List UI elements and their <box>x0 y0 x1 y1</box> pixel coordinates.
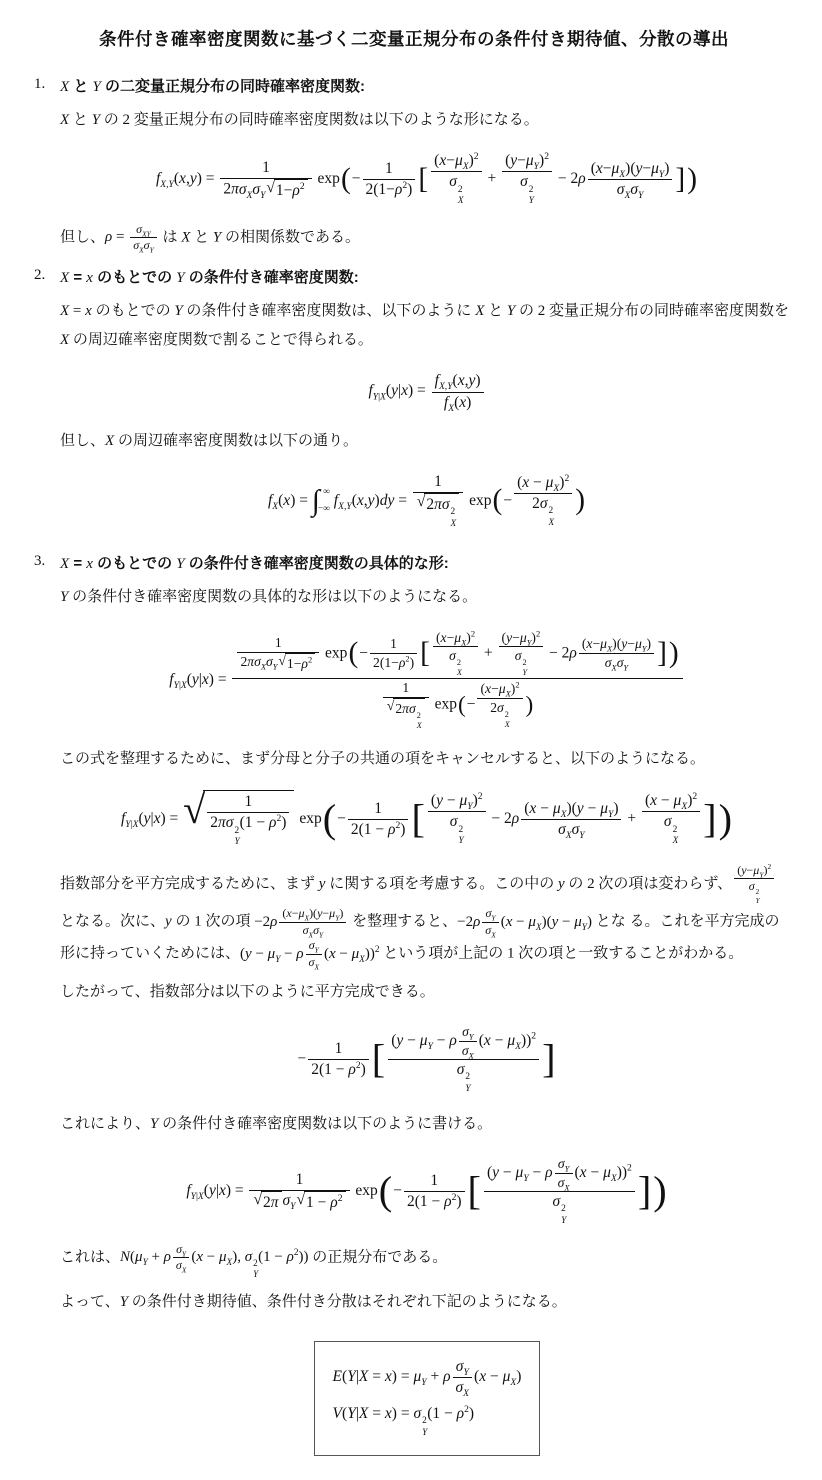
item-1-body: X と Y の 2 変量正規分布の同時確率密度関数は以下のような形になる。 <box>60 112 539 128</box>
formula-conditional-expectation: $E(Y|X = x) = \mu_Y + \rho$ $\frac{\sigma_Y}{\sigma_X}$ $(x - \mu_X)$ <box>332 1357 522 1400</box>
item-1-heading: X と Y の二変量正規分布の同時確率密度関数: <box>60 78 366 95</box>
result-box <box>314 1341 541 1456</box>
formula-joint-pdf: $f_{X,Y}(x,y)$ = 1 $2\pi\sigma_X\sigma_Y$ √ $1-\rho^2$ exp(− $\frac{1}{2(1-\rho^2)}$ [ $(x-\mu_X)^2$ σ 2 X + $(y-\mu_Y)^2$ σ 2 Y − 2ρ $(x-\mu_X)(y-\mu_Y)$ $\sigma_X\sigma_Y$ ]) <box>60 151 794 207</box>
formula-conditional-final: $f_{Y|X}(y|x)$ = 1 √ 2π $\sigma_Y$ √ $1 - \rho^2$ exp(− $\frac{1}{2(1 - \rho^2)}$ [ ($y - \mu_Y - \rho$ $\frac{\sigma_Y}{\sigma_X}$ $(x - \mu_X))^2$ σ 2 Y ]) <box>60 1155 794 1228</box>
formula-completed-square: − $\frac{1}{2(1 - \rho^2)}$ [ ($y - \mu_Y - \rho$ $\frac{\sigma_Y}{\sigma_X}$ $(x - \mu_X))^2$ σ 2 Y ] <box>297 1023 556 1095</box>
note-therefore: したがって、指数部分は以下のように平方完成できる。 <box>60 983 435 1000</box>
note-conclusion: よって、Y の条件付き期待値、条件付き分散はそれぞれ下記のようになる。 <box>60 1293 567 1310</box>
list-item-2 <box>34 266 794 545</box>
result-box-wrapper <box>60 1341 794 1456</box>
note-complete-square: 指数部分を平方完成するために、まず y に関する項を考慮する。この中の y の 2 次の項は変わらず、 $(y-\mu_Y)^2$ σ 2 Y となる。次に、y の 1 次の項 −2ρ $(x-\mu_X)(y-\mu_Y)$ $\sigma_X\sigma_Y$ を整理すると、−2ρ $\frac{\sigma_Y}{\sigma_X}$ $(x - \mu_X)(y - \mu_Y)$ とな る。これを平方完成の形に持っていくためには、($y - \mu_Y - \rho$ $\frac{\sigma_Y}{\sigma_X}$ $(x - \mu_X))^2$ という項が上記の 1 次の項と一致することがわかる。 <box>60 861 780 972</box>
item-1-number: 1. <box>34 76 46 92</box>
item-2-body: X = x のもとでの Y の条件付き確率密度関数は、以下のように X と Y の 2 変量正規分布の同時確率密度関数を X の周辺確率密度関数で割ることで得られる。 <box>60 302 789 349</box>
formula-conditional-variance: V(Y|X = x) = σ 2 Y $(1 - \rho^2)$ <box>332 1404 475 1438</box>
note-rewritten: これにより、Y の条件付き確率密度関数は以下のように書ける。 <box>60 1115 493 1132</box>
note-marginal: 但し、X の周辺確率密度関数は以下の通り。 <box>60 432 358 449</box>
note-cancel-terms: この式を整理するために、まず分母と分子の共通の項をキャンセルすると、以下のようになる。 <box>60 751 706 768</box>
list-item-1 <box>34 75 794 258</box>
list-item-3 <box>34 552 794 1455</box>
note-normal-distribution: これは、$N(\mu_Y + \rho$ $\frac{\sigma_Y}{\sigma_X}$ $(x - \mu_X)$, σ 2 Y $(1 - \rho^2)$) の正規分布である。 <box>60 1241 448 1280</box>
item-3-heading: X = x のもとでの Y の条件付き確率密度関数の具体的な形: <box>60 555 449 573</box>
item-3-number: 3. <box>34 553 46 570</box>
formula-conditional-simplified: $f_{Y|X}(y|x)$ = √ 1 2πσ 2 Y $(1 - \rho^2)$ exp(− $\frac{1}{2(1 - \rho^2)}$ [ $(y - \mu_Y)^2$ σ 2 Y − 2ρ $(x - \mu_X)(y - \mu_Y)$ $\sigma_X\sigma_Y$ + $(x - \mu_X)^2$ σ 2 X ]) <box>60 790 794 848</box>
formula-conditional-full: $f_{Y|X}(y|x)$ = 1 $2\pi\sigma_X\sigma_Y$ √ $1-\rho^2$ exp(− $\frac{1}{2(1-\rho^2)}$ [ $(x-\mu_X)^2$ σ 2 X + $(y-\mu_Y)^2$ σ 2 Y − 2ρ $(x-\mu_X)(y-\mu_Y)$ $\sigma_X\sigma_Y$ ]) 1 √ 2πσ 2 X exp(− $(x-\mu_X)^2$ 2σ 2 X ) <box>60 629 794 731</box>
formula-conditional-definition: $f_{Y|X}(y|x)$ = $\frac{f_{X,Y}(x,y)}{f_X(x)}$ <box>60 371 794 412</box>
item-2-content <box>60 266 794 545</box>
item-2-heading: X = x のもとでの Y の条件付き確率密度関数: <box>60 268 359 286</box>
note-correlation: 但し、ρ = $\sigma_{XY}$ $\sigma_X\sigma_Y$ は X と Y の相関係数である。 <box>60 221 361 255</box>
page-title: 条件付き確率密度関数に基づく二変量正規分布の条件付き期待値、分散の導出 <box>99 29 729 49</box>
item-2-number: 2. <box>34 266 46 283</box>
item-3-body: Y の条件付き確率密度関数の具体的な形は以下のようになる。 <box>60 589 478 606</box>
formula-marginal-pdf: $f_X(x)$ = ∫ ∞ −∞ $f_{X,Y}(x,y)dy$ = 1 √ 2πσ 2 X exp(− $(x - \mu_X)^2$ 2σ 2 X ) <box>60 472 794 530</box>
item-3-content <box>60 552 794 1455</box>
item-1-content <box>60 75 794 258</box>
